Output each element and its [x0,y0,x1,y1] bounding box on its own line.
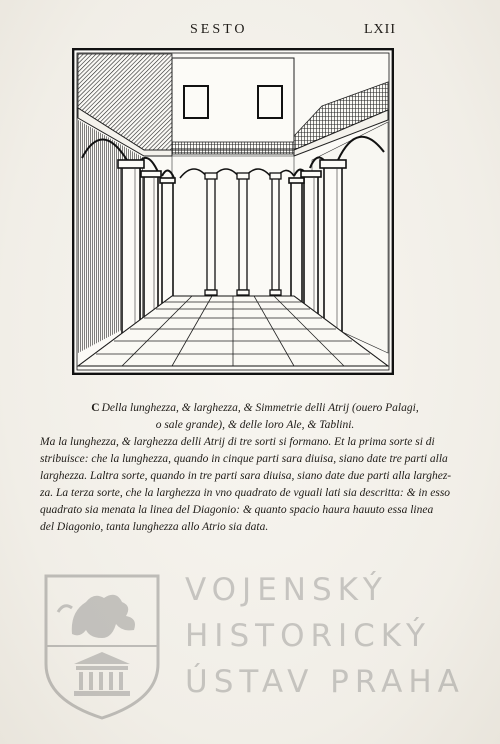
paragraph-mark: C [91,402,100,414]
watermark-line-2: HISTORICKÝ [185,618,431,654]
body-line: za. La terza sorte, che la larghezza in vno quadrato de vguali lati sia descritta: & in esso [40,487,451,499]
running-head-title: SESTO [190,22,248,37]
coat-of-arms-shield-icon [42,572,162,722]
body-line: quadrato sia menata la linea del Diagonio: & quanto spacio haura hauuto essa linea [40,504,434,516]
running-head [0,22,500,42]
heading-line-1: Della lunghezza, & larghezza, & Simmetrie delli Atrij (ouero Palagi, [101,402,419,414]
chapter-heading [40,400,470,434]
heading-line-2: o sale grande), & delle loro Ale, & Tablini. [155,419,355,431]
body-line: stribuisce: che la lunghezza, quando in cinque parti sara diuisa, siano date tre parti alla [40,453,448,465]
folio-number: LXII [364,22,396,37]
watermark-line-1: VOJENSKÝ [185,572,388,608]
body-line: del Diagonio, tanta lunghezza allo Atrio sia data. [40,521,269,533]
watermark-line-3: ÚSTAV PRAHA [185,664,465,700]
woodcut-illustration [72,48,394,375]
body-line: larghezza. Laltra sorte, quando in tre parti sara diuisa, siano date due parti alla larghez- [40,470,452,482]
institution-watermark [42,572,465,722]
body-line: Ma la lunghezza, & larghezza delli Atrij di tre sorti si formano. Et la prima sorte si di [40,436,435,448]
text-block [40,400,470,536]
body-paragraph [40,434,470,536]
